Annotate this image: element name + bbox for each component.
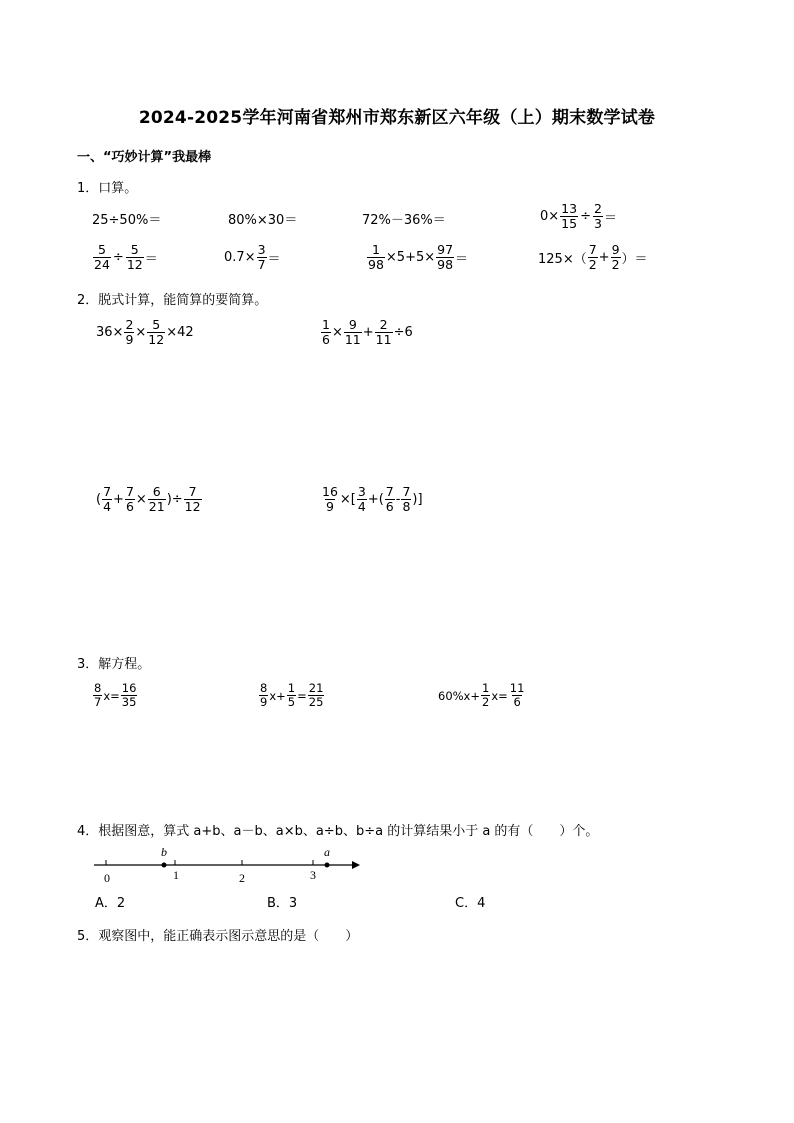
fraction: $\frac{11}{6}$ (509, 681, 525, 709)
number-line (90, 842, 360, 884)
point-a (325, 863, 330, 868)
q1-item-4-op: 0× (540, 209, 560, 224)
fraction: $\frac{8}{9}$ (260, 681, 268, 709)
fraction: $\frac{1}{6}$ (322, 317, 330, 347)
point-b-label: b (161, 845, 167, 859)
fraction: $\frac{5}{24}$ (94, 242, 110, 272)
fraction: $\frac{8}{7}$ (94, 681, 102, 709)
section-heading-1: 一、“巧妙计算”我最棒 (77, 150, 212, 165)
fraction: $\frac{7}{12}$ (184, 484, 201, 514)
fraction: $\frac{7}{2}$ (588, 242, 597, 272)
fraction: $\frac{3}{4}$ (357, 484, 366, 514)
point-b (162, 863, 167, 868)
q2-expr-4: $\frac{16}{9}$ ×[ $\frac{3}{4}$ +( $\frac{7}{6}$ - $\frac{7}{8}$ )] (322, 484, 423, 514)
fraction: $\frac{5}{12}$ (126, 242, 143, 272)
fraction: $\frac{7}{6}$ (385, 484, 394, 514)
fraction: $\frac{13}{15}$ (561, 201, 578, 231)
question-3-label: 3．解方程。 (77, 657, 151, 672)
fraction: $\frac{3}{7}$ (257, 242, 266, 272)
tick-label: 0 (104, 871, 110, 884)
q1-item-4: 0× $\frac{13}{15}$ ÷ $\frac{2}{3}$ ＝ (540, 201, 617, 231)
q2-expr-2: $\frac{1}{6}$ × $\frac{9}{11}$ + $\frac{2}{11}$ ÷6 (322, 317, 413, 347)
choice-b[interactable]: B．3 (267, 896, 298, 911)
q2-expr-3: ( $\frac{7}{4}$ + $\frac{7}{6}$ × $\frac{6}{21}$ )÷ $\frac{7}{12}$ (96, 484, 201, 514)
q1-item-3 (362, 209, 446, 228)
fraction: $\frac{16}{9}$ (322, 484, 338, 514)
q3-equation-3: 60%x+ $\frac{1}{2}$ x= $\frac{11}{6}$ (438, 681, 525, 709)
fraction: $\frac{7}{8}$ (402, 484, 411, 514)
fraction: $\frac{1}{5}$ (287, 681, 296, 709)
tick-label: 2 (239, 871, 245, 884)
q1-item-2-text: 80%×30＝ (228, 213, 298, 228)
fraction: $\frac{1}{98}$ (368, 242, 384, 272)
point-a-label: a (324, 845, 330, 859)
fraction: $\frac{6}{21}$ (148, 484, 165, 514)
question-4-label: 4．根据图意，算式 a+b、a－b、a×b、a÷b、b÷a 的计算结果小于 a 的有（ ）个。 (77, 824, 599, 839)
fraction: $\frac{2}{9}$ (125, 317, 134, 347)
fraction: $\frac{2}{11}$ (375, 317, 392, 347)
fraction: $\frac{9}{11}$ (344, 317, 361, 347)
q1-item-1 (92, 209, 161, 228)
q3-equation-2: $\frac{8}{9}$ x+ $\frac{1}{5}$ = $\frac{21}{25}$ (260, 681, 324, 709)
tick-label: 3 (310, 868, 316, 882)
q1-item-5: $\frac{5}{24}$ ÷ $\frac{5}{12}$ ＝ (94, 242, 158, 272)
q1-item-6: 0.7× $\frac{3}{7}$ ＝ (224, 242, 281, 272)
fraction: $\frac{5}{12}$ (148, 317, 165, 347)
fraction: $\frac{9}{2}$ (611, 242, 620, 272)
question-2-label: 2．脱式计算，能简算的要简算。 (77, 293, 268, 308)
tick-label: 1 (173, 868, 179, 882)
choice-c[interactable]: C．4 (455, 896, 486, 911)
question-1-label: 1．口算。 (77, 181, 138, 196)
fraction: $\frac{21}{25}$ (308, 681, 324, 709)
q1-item-8: 125×（ $\frac{7}{2}$ + $\frac{9}{2}$ ）＝ (538, 242, 648, 272)
q2-expr-1: 36× $\frac{2}{9}$ × $\frac{5}{12}$ ×42 (96, 317, 194, 347)
fraction: $\frac{1}{2}$ (482, 681, 490, 709)
q1-item-7: $\frac{1}{98}$ ×5+5× $\frac{97}{98}$ ＝ (368, 242, 469, 272)
q1-item-2 (228, 209, 297, 228)
q3-equation-1: $\frac{8}{7}$ x= $\frac{16}{35}$ (94, 681, 137, 709)
fraction: $\frac{7}{6}$ (125, 484, 134, 514)
choice-a[interactable]: A．2 (95, 896, 126, 911)
fraction: $\frac{7}{4}$ (103, 484, 112, 514)
q1-item-3-text: 72%－36%＝ (362, 213, 446, 228)
q1-item-1-text: 25÷50%＝ (92, 213, 162, 228)
question-5-label: 5．观察图中，能正确表示图示意思的是（ ） (77, 929, 359, 944)
fraction: $\frac{97}{98}$ (437, 242, 454, 272)
fraction: $\frac{16}{35}$ (121, 681, 137, 709)
fraction: $\frac{2}{3}$ (593, 201, 602, 231)
page-title: 2024-2025学年河南省郑州市郑东新区六年级（上）期末数学试卷 (138, 108, 656, 128)
